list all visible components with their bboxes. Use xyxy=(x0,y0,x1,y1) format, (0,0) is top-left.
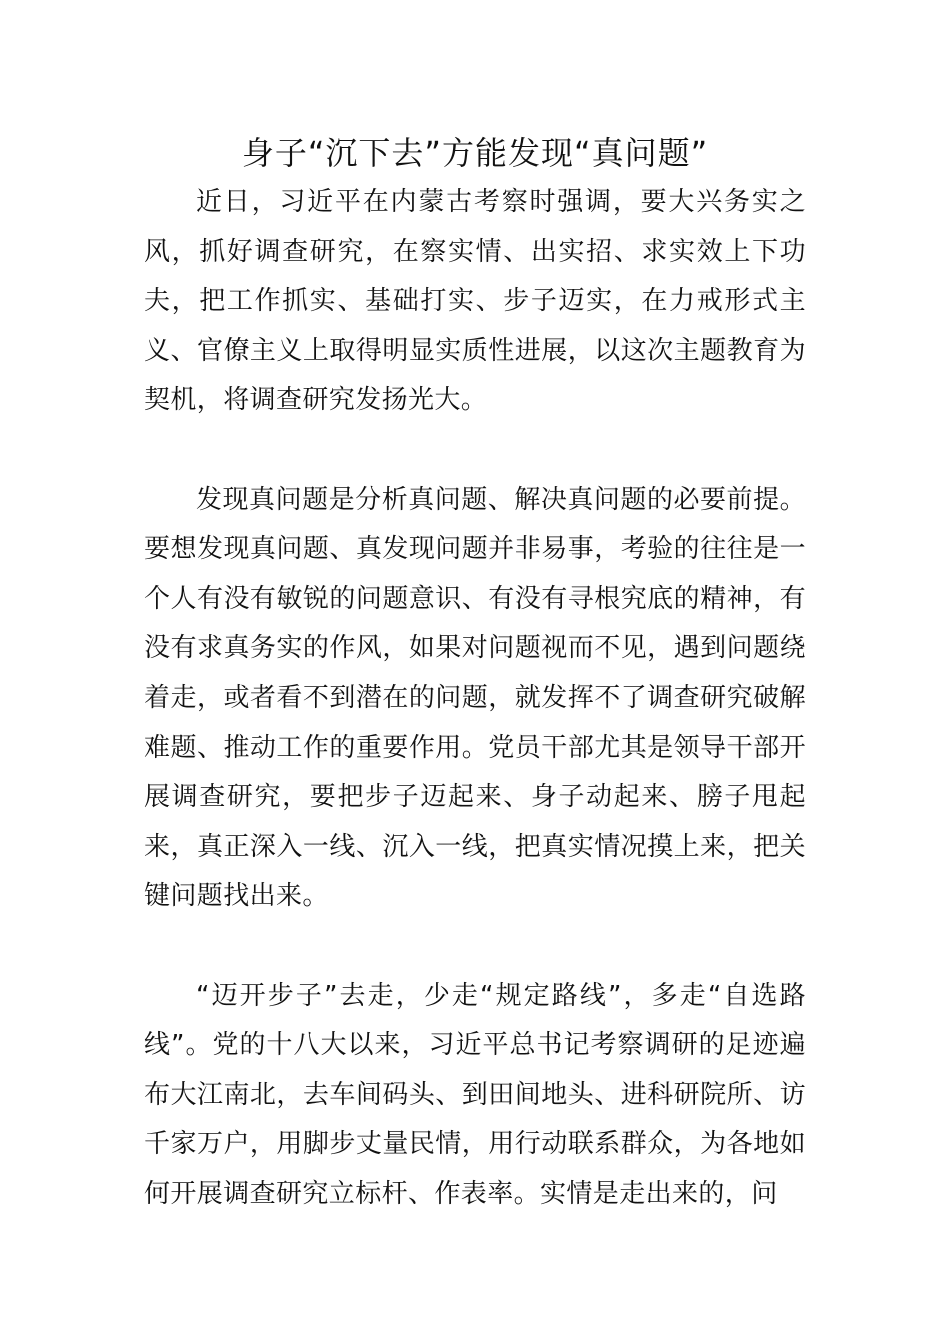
paragraph-3: “迈开步子”去走，少走“规定路线”，多走“自选路线”。党的十八大以来，习近平总书记考察调研的足迹遍布大江南北，去车间码头、到田间地头、进科研院所、访千家万户，用脚步丈量民情，用行动联系群众，为各地如何开展调查研究立标杆、作表率。实情是走出来的，问 xyxy=(144,980,806,1209)
article-body xyxy=(144,128,806,1219)
paragraph-2: 发现真问题是分析真问题、解决真问题的必要前提。要想发现真问题、真发现问题并非易事，考验的往往是一个人有没有敏锐的问题意识、有没有寻根究底的精神，有没有求真务实的作风，如果对问题视而不见，遇到问题绕着走，或者看不到潜在的问题，就发挥不了调查研究破解难题、推动工作的重要作用。党员干部尤其是领导干部开展调查研究，要把步子迈起来、身子动起来、膀子甩起来，真正深入一线、沉入一线，把真实情况摸上来，把关键问题找出来。 xyxy=(144,484,806,912)
article-title: 身子“沉下去”方能发现“真问题” xyxy=(241,134,709,172)
paragraph-1: 近日，习近平在内蒙古考察时强调，要大兴务实之风，抓好调查研究，在察实情、出实招、求实效上下功夫，把工作抓实、基础打实、步子迈实，在力戒形式主义、官僚主义上取得明显实质性进展，以这次主题教育为契机，将调查研究发扬光大。 xyxy=(144,187,806,416)
